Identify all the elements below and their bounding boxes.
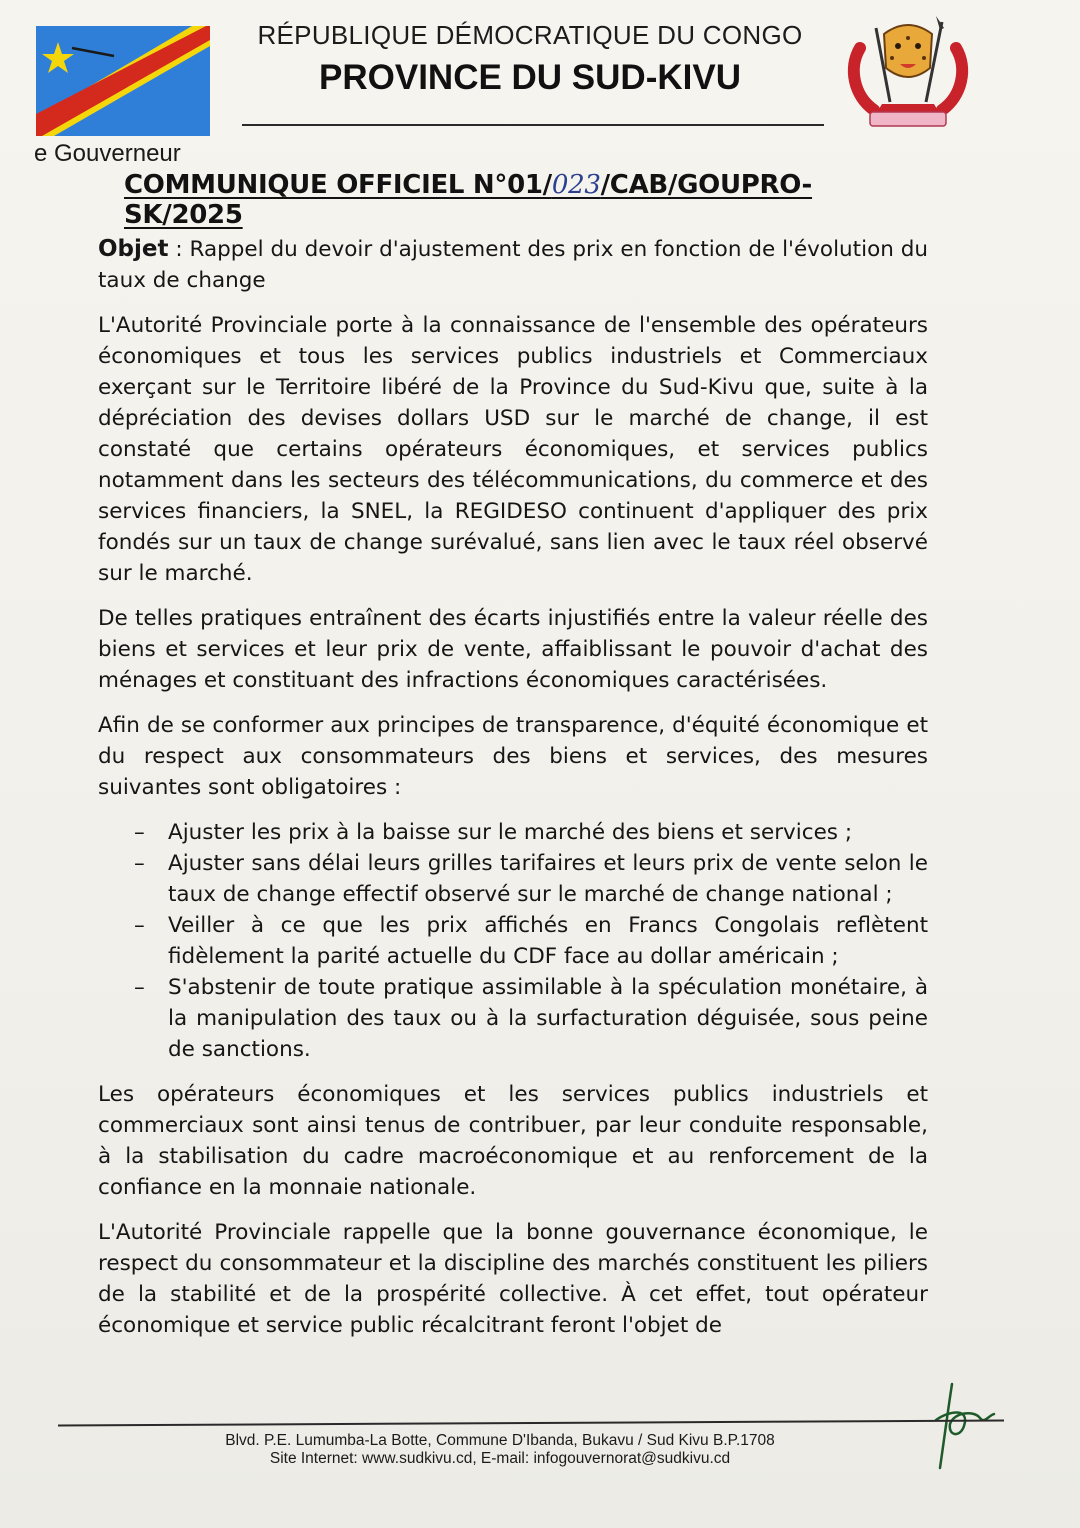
list-dash: – (134, 820, 145, 845)
communique-title-prefix: COMMUNIQUE OFFICIEL N°01/ (124, 170, 552, 200)
communique-title-suffix: /CAB/GOUPRO-SK/2025 (124, 170, 813, 230)
body-paragraph: De telles pratiques entraînent des écarts injustifiés entre la valeur réelle des biens et services et leur prix de vente, affaiblissant le pouvoir d'achat des ménages et constituant des infractions économiques caractérisées. (98, 606, 928, 693)
footer-divider (58, 1420, 1004, 1427)
communique-title (124, 170, 924, 230)
measure-text: S'abstenir de toute pratique assimilable à la spéculation monétaire, à la manipulation des taux ou à la surfacturation déguisée, sous peine de sanctions. (168, 975, 928, 1062)
body-paragraph: L'Autorité Provinciale rappelle que la bonne gouvernance économique, le respect du consommateur et la discipline des marchés constituent les piliers de la stabilité et de la prospérité collective. À cet effet, tout opérateur économique et service public récalcitrant feront l'objet de (98, 1220, 928, 1338)
signature-initial (930, 1380, 1000, 1472)
header-divider (242, 124, 824, 126)
measure-item (134, 910, 928, 972)
communique-number-handwritten: 023 (551, 170, 601, 200)
list-dash: – (134, 913, 145, 938)
objet-label: Objet (98, 236, 169, 262)
list-dash: – (134, 975, 145, 1000)
objet-paragraph (98, 234, 928, 296)
measure-text: Ajuster sans délai leurs grilles tarifaires et leurs prix de vente selon le taux de change effectif observé sur le marché de change national ; (168, 851, 928, 907)
country-title: RÉPUBLIQUE DÉMOCRATIQUE DU CONGO (257, 20, 803, 50)
body-paragraph: L'Autorité Provinciale porte à la connaissance de l'ensemble des opérateurs économiques et tous les services publics industriels et Commerciaux exerçant sur le Territoire libéré de la Province du Sud-Kivu que, suite à la dépréciation des devises dollars USD sur le marché de change, il est constaté que certains opérateurs économiques, et services publics notamment dans les secteurs des télécommunications, du commerce et des services financiers, la SNEL, la REGIDESO continuent d'appliquer des prix fondés sur un taux de change surévalué, sans lien avec le taux réel observé sur le marché. (98, 313, 928, 586)
measure-item (134, 817, 928, 848)
footer-address: Blvd. P.E. Lumumba-La Botte, Commune D'Ibanda, Bukavu / Sud Kivu B.P.1708 (225, 1432, 775, 1449)
measure-item (134, 848, 928, 910)
objet-text: : Rappel du devoir d'ajustement des prix en fonction de l'évolution du taux de change (98, 237, 928, 293)
body-paragraph: Afin de se conformer aux principes de transparence, d'équité économique et du respect aux consommateurs des biens et services, des mesures suivantes sont obligatoires : (98, 713, 928, 800)
measure-text: Ajuster les prix à la baisse sur le marché des biens et services ; (168, 820, 853, 845)
province-title: PROVINCE DU SUD-KIVU (319, 58, 741, 97)
footer-contact: Site Internet: www.sudkivu.cd, E-mail: infogouvernorat@sudkivu.cd (269, 1450, 731, 1467)
list-dash: – (134, 851, 145, 876)
measure-text: Veiller à ce que les prix affichés en Francs Congolais reflètent fidèlement la parité actuelle du CDF face au dollar américain ; (168, 913, 928, 969)
governor-office-label: e Gouverneur (34, 140, 181, 167)
body-paragraph: Les opérateurs économiques et les services publics industriels et commerciaux sont ainsi tenus de contribuer, par leur conduite responsable, à la stabilisation du cadre macroéconomique et au renforcement de la confiance en la monnaie nationale. (98, 1082, 928, 1200)
drc-flag-icon (36, 26, 210, 136)
coat-of-arms-icon (840, 8, 976, 132)
measure-item (134, 972, 928, 1065)
measures-list (98, 817, 928, 1065)
communique-body (98, 234, 928, 1355)
